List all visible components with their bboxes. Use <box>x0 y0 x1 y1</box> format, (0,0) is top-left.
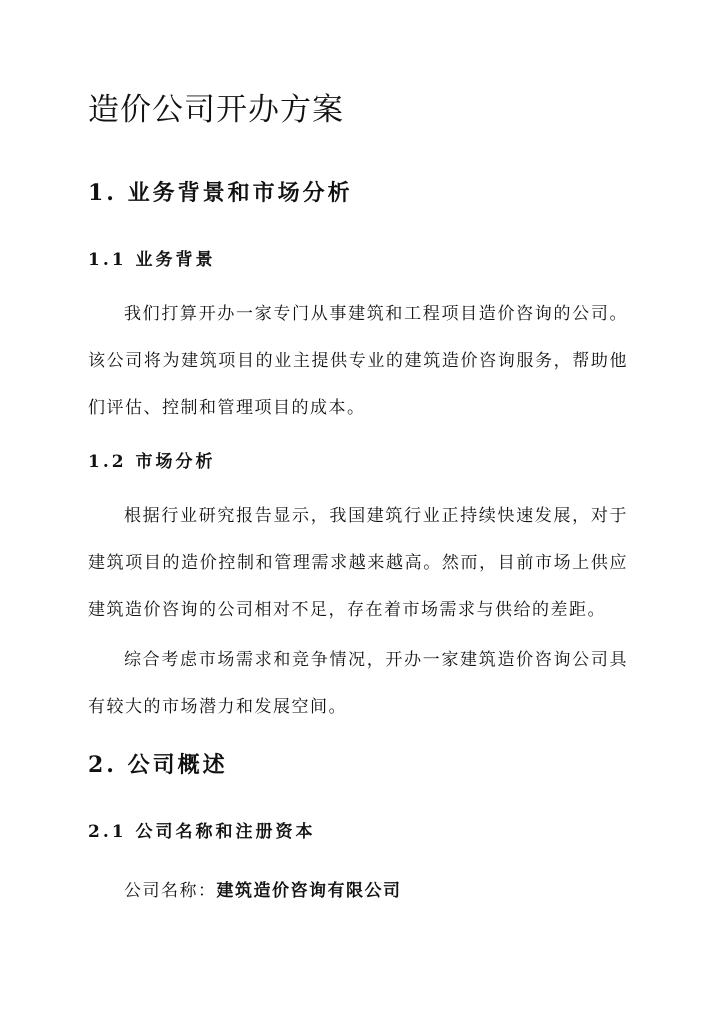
section-1-1-heading: 1.1 业务背景 <box>88 250 216 270</box>
document-title: 造价公司开办方案 <box>88 92 344 128</box>
company-name-value: 建筑造价咨询有限公司 <box>216 881 402 901</box>
company-name-line <box>124 876 402 901</box>
section-2-1-heading: 2.1 公司名称和注册资本 <box>88 822 316 842</box>
section-1-1-paragraph: 我们打算开办一家专门从事建筑和工程项目造价咨询的公司。该公司将为建筑项目的业主提供专业的建筑造价咨询服务，帮助他们评估、控制和管理项目的成本。 <box>88 304 628 418</box>
section-1-2-paragraph-1: 根据行业研究报告显示，我国建筑行业正持续快速发展，对于建筑项目的造价控制和管理需求越来越高。然而，目前市场上供应建筑造价咨询的公司相对不足，存在着市场需求与供给的差距。 <box>88 506 628 620</box>
company-name-label: 公司名称： <box>124 881 217 901</box>
section-1-2-heading: 1.2 市场分析 <box>88 452 216 472</box>
section-2-heading: 2. 公司概述 <box>88 752 228 778</box>
section-1-heading: 1. 业务背景和市场分析 <box>88 180 353 206</box>
section-1-2-paragraph-2: 综合考虑市场需求和竞争情况，开办一家建筑造价咨询公司具有较大的市场潜力和发展空间。 <box>88 650 628 717</box>
